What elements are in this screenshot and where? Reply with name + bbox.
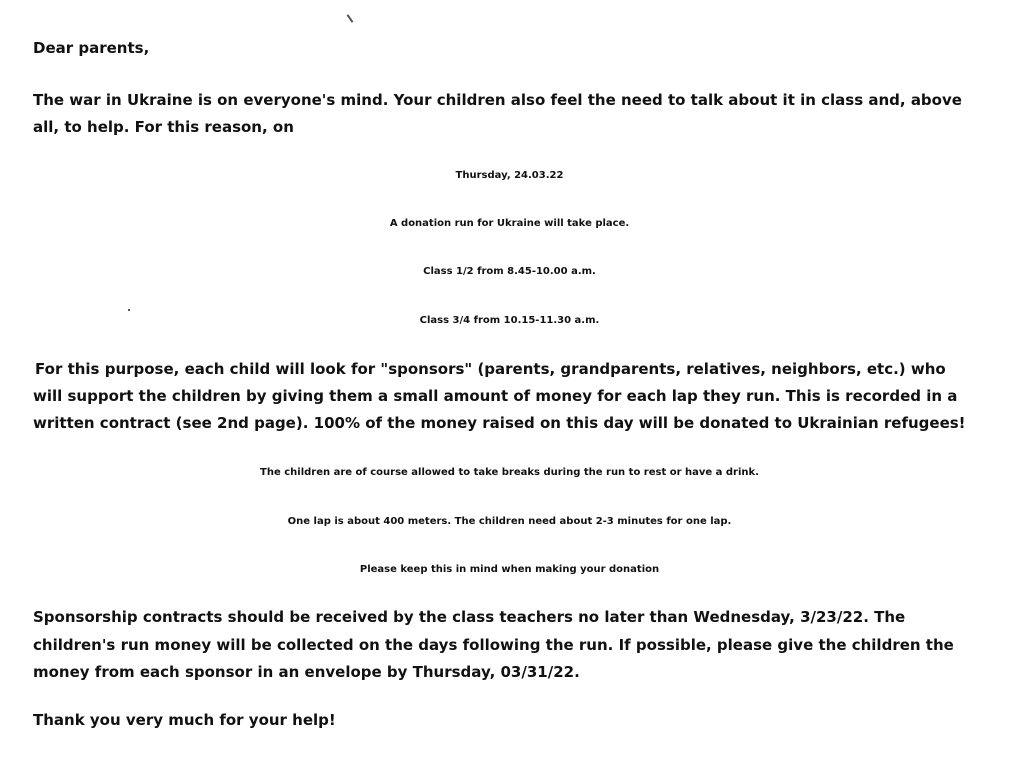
contracts-line-2: children's run money will be collected on the days following the run. If possible, please give the children the [33,636,954,654]
salutation: Dear parents, [33,39,150,57]
event-description: A donation run for Ukraine will take place. [389,218,630,229]
class-34-schedule: Class 3/4 from 10.15-11.30 a.m. [419,315,600,326]
donation-reminder: Please keep this in mind when making your donation [359,564,660,575]
contracts-line-1: Sponsorship contracts should be received by the class teachers no later than Wednesday, 3/23/22. The [33,608,906,626]
breaks-note: The children are of course allowed to take breaks during the run to rest or have a drink. [260,467,759,478]
contracts-line-3: money from each sponsor in an envelope by Thursday, 03/31/22. [33,663,580,681]
intro-line-2: all, to help. For this reason, on [33,118,294,136]
scan-mark [347,14,354,23]
purpose-line-2: will support the children by giving them a small amount of money for each lap they run. This is recorded in a [33,387,958,405]
closing: Thank you very much for your help! [33,711,336,729]
event-date: Thursday, 24.03.22 [455,170,564,181]
purpose-line-1: For this purpose, each child will look for "sponsors" (parents, grandparents, relatives, neighbors, etc.) who [35,360,946,378]
purpose-line-3: written contract (see 2nd page). 100% of the money raised on this day will be donated to Ukrainian refugees! [33,414,966,432]
lap-note: One lap is about 400 meters. The children need about 2-3 minutes for one lap. [287,516,732,527]
intro-line-1: The war in Ukraine is on everyone's mind. Your children also feel the need to talk about it in class and, above [33,91,962,109]
class-12-schedule: Class 1/2 from 8.45-10.00 a.m. [423,266,596,277]
